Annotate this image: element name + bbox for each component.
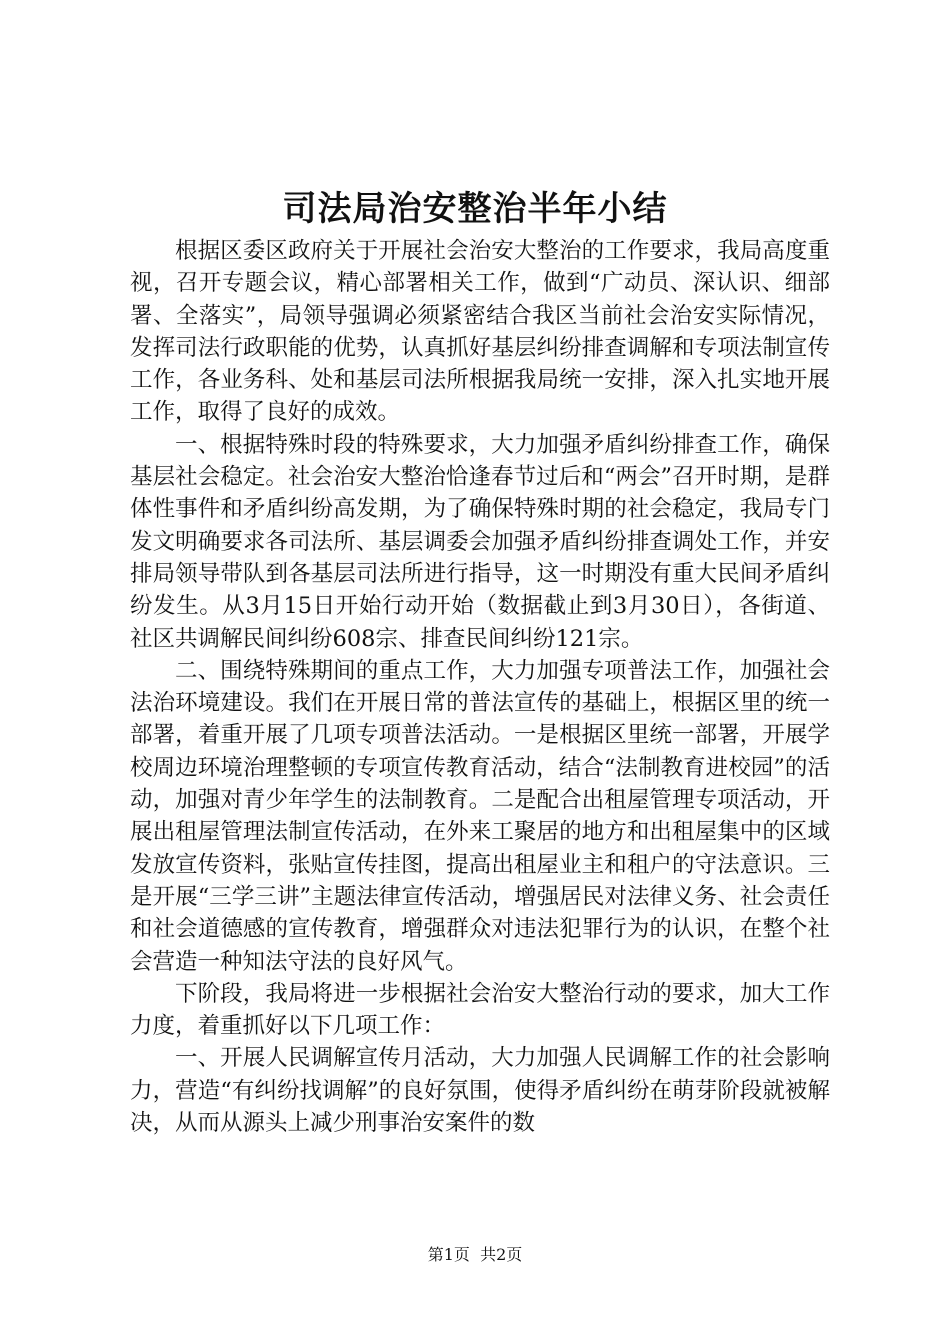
paragraph-section-1: 一、根据特殊时段的特殊要求，大力加强矛盾纠纷排查工作，确保基层社会稳定。社会治安大整治恰逢春节过后和“两会”召开时期，是群体性事件和矛盾纠纷高发期，为了确保特殊时期的社会稳定，我局专门发文明确要求各司法所、基层调委会加强矛盾纠纷排查调处工作，并安排局领导带队到各基层司法所进行指导，这一时期没有重大民间矛盾纠纷发生。从3月15日开始行动开始（数据截止到3月30日），各街道、社区共调解民间纠纷608宗、排查民间纠纷121宗。 xyxy=(130,431,830,652)
paragraph-next-item-1: 一、开展人民调解宣传月活动，大力加强人民调解工作的社会影响力，营造“有纠纷找调解”的良好氛围，使得矛盾纠纷在萌芽阶段就被解决，从而从源头上减少刑事治安案件的数 xyxy=(130,1045,830,1137)
paragraph-intro: 根据区委区政府关于开展社会治安大整治的工作要求，我局高度重视，召开专题会议，精心部署相关工作，做到“广动员、深认识、细部署、全落实”，局领导强调必须紧密结合我区当前社会治安实际情况，发挥司法行政职能的优势，认真抓好基层纠纷排查调解和专项法制宣传工作，各业务科、处和基层司法所根据我局统一安排，深入扎实地开展工作，取得了良好的成效。 xyxy=(130,238,830,426)
page-number-footer: 第1页 共2页 xyxy=(427,1245,523,1264)
document-body xyxy=(130,235,830,1139)
paragraph-next-stage: 下阶段，我局将进一步根据社会治安大整治行动的要求，加大工作力度，着重抓好以下几项工作： xyxy=(130,980,830,1040)
document-title: 司法局治安整治半年小结 xyxy=(282,189,668,229)
paragraph-section-2: 二、围绕特殊期间的重点工作，大力加强专项普法工作，加强社会法治环境建设。我们在开展日常的普法宣传的基础上，根据区里的统一部署，着重开展了几项专项普法活动。一是根据区里统一部署，开展学校周边环境治理整顿的专项宣传教育活动，结合“法制教育进校园”的活动，加强对青少年学生的法制教育。二是配合出租屋管理专项活动，开展出租屋管理法制宣传活动，在外来工聚居的地方和出租屋集中的区域发放宣传资料，张贴宣传挂图，提高出租屋业主和租户的守法意识。三是开展“三学三讲”主题法律宣传活动，增强居民对法律义务、社会责任和社会道德感的宣传教育，增强群众对违法犯罪行为的认识，在整个社会营造一种知法守法的良好风气。 xyxy=(130,657,830,975)
